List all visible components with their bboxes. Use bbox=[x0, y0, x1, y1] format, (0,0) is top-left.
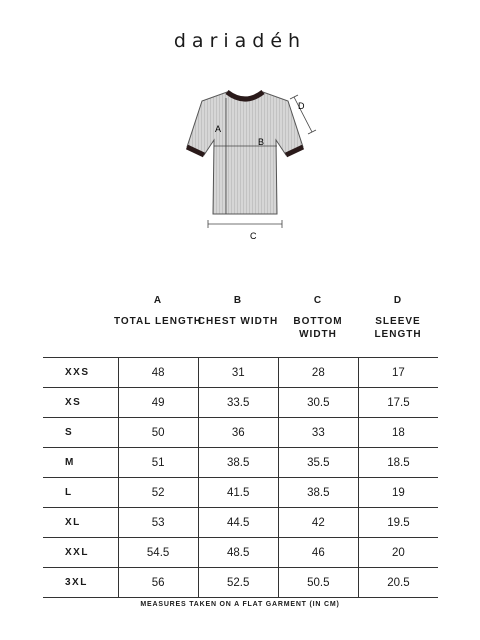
bottom-width-value: 38.5 bbox=[278, 478, 358, 508]
column-letter: A bbox=[153, 295, 163, 306]
chest-width-value: 52.5 bbox=[198, 568, 278, 598]
tshirt-collar bbox=[227, 92, 263, 99]
table-row bbox=[43, 568, 438, 598]
column-letter: C bbox=[313, 295, 323, 306]
size-label: 3XL bbox=[43, 568, 118, 598]
column-name: CHEST WIDTH bbox=[197, 316, 279, 327]
column-letter: B bbox=[233, 295, 243, 306]
size-label: S bbox=[43, 418, 118, 448]
total-length-value: 50 bbox=[118, 418, 198, 448]
size-label: XXL bbox=[43, 538, 118, 568]
column-name: BOTTOM WIDTH bbox=[293, 316, 343, 340]
column-header-c bbox=[273, 294, 363, 341]
bottom-width-value: 28 bbox=[278, 358, 358, 388]
chest-width-value: 44.5 bbox=[198, 508, 278, 538]
diagram-label-d: D bbox=[298, 101, 305, 111]
table-row bbox=[43, 448, 438, 478]
bottom-width-value: 33 bbox=[278, 418, 358, 448]
sleeve-length-value: 19 bbox=[358, 478, 438, 508]
chest-width-value: 48.5 bbox=[198, 538, 278, 568]
size-label: XL bbox=[43, 508, 118, 538]
brand-logo: dariadéh bbox=[173, 30, 307, 52]
diagram-label-a: A bbox=[215, 124, 222, 134]
diagram-label-b: B bbox=[258, 137, 265, 147]
total-length-value: 54.5 bbox=[118, 538, 198, 568]
bottom-width-value: 30.5 bbox=[278, 388, 358, 418]
sleeve-length-value: 19.5 bbox=[358, 508, 438, 538]
table-row bbox=[43, 508, 438, 538]
table-row bbox=[43, 358, 438, 388]
column-letter: D bbox=[393, 295, 403, 306]
sleeve-length-value: 18.5 bbox=[358, 448, 438, 478]
size-label: XS bbox=[43, 388, 118, 418]
size-label: M bbox=[43, 448, 118, 478]
size-chart-table bbox=[43, 357, 438, 598]
total-length-value: 53 bbox=[118, 508, 198, 538]
bottom-width-value: 35.5 bbox=[278, 448, 358, 478]
table-row bbox=[43, 538, 438, 568]
bottom-width-value: 46 bbox=[278, 538, 358, 568]
column-name: SLEEVE LENGTH bbox=[374, 316, 422, 340]
chest-width-value: 36 bbox=[198, 418, 278, 448]
footnote: MEASURES TAKEN ON A FLAT GARMENT (IN CM) bbox=[140, 601, 340, 608]
chest-width-value: 33.5 bbox=[198, 388, 278, 418]
sleeve-length-value: 20.5 bbox=[358, 568, 438, 598]
size-label: XXS bbox=[43, 358, 118, 388]
column-name: TOTAL LENGTH bbox=[113, 316, 203, 327]
sleeve-length-value: 17 bbox=[358, 358, 438, 388]
total-length-value: 51 bbox=[118, 448, 198, 478]
table-row bbox=[43, 418, 438, 448]
sleeve-length-value: 18 bbox=[358, 418, 438, 448]
total-length-value: 48 bbox=[118, 358, 198, 388]
chest-width-value: 38.5 bbox=[198, 448, 278, 478]
table-row bbox=[43, 478, 438, 508]
chest-width-value: 41.5 bbox=[198, 478, 278, 508]
bottom-width-value: 50.5 bbox=[278, 568, 358, 598]
total-length-value: 52 bbox=[118, 478, 198, 508]
column-header-d bbox=[353, 294, 443, 341]
sleeve-length-value: 20 bbox=[358, 538, 438, 568]
size-label: L bbox=[43, 478, 118, 508]
bottom-width-value: 42 bbox=[278, 508, 358, 538]
chest-width-value: 31 bbox=[198, 358, 278, 388]
tshirt-diagram bbox=[170, 84, 320, 244]
column-header-a bbox=[113, 294, 203, 328]
total-length-value: 49 bbox=[118, 388, 198, 418]
table-row bbox=[43, 388, 438, 418]
sleeve-length-value: 17.5 bbox=[358, 388, 438, 418]
column-header-b bbox=[193, 294, 283, 328]
diagram-label-c: C bbox=[250, 231, 257, 241]
total-length-value: 56 bbox=[118, 568, 198, 598]
